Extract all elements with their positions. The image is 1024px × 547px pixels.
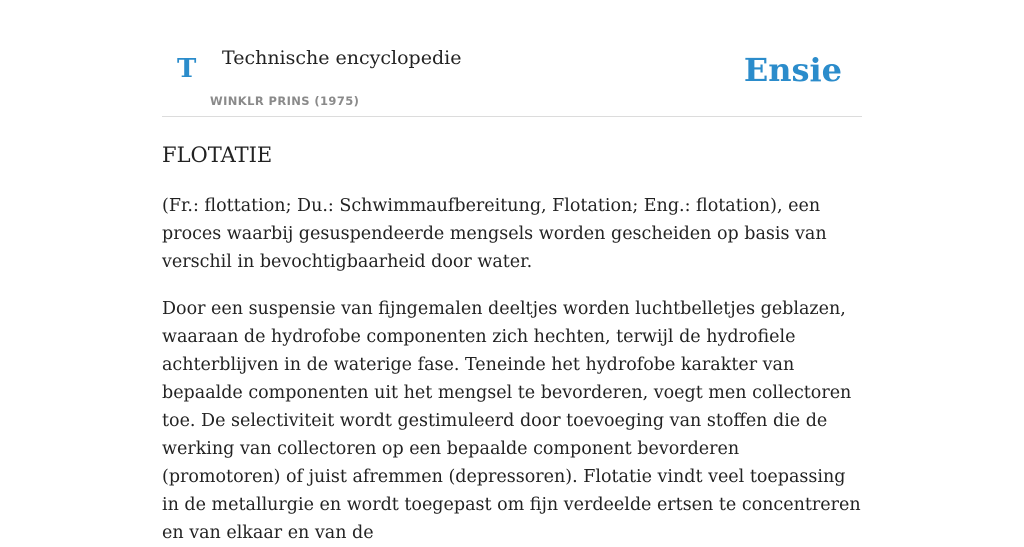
- article: [162, 138, 862, 547]
- article-paragraph: (Fr.: flottation; Du.: Schwimmaufbereitung, Flotation; Eng.: flotation), een proces waarbij gesuspendeerde mengsels worden gescheiden op basis van verschil in bevochtigbaarheid door water.: [162, 196, 827, 272]
- source-logo-icon[interactable]: T: [177, 54, 197, 84]
- source-title[interactable]: Technische encyclopedie: [222, 47, 462, 69]
- source-subtitle: WINKLR PRINS (1975): [210, 94, 360, 108]
- brand-logo[interactable]: Ensie: [743, 51, 842, 89]
- article-title: FLOTATIE: [162, 143, 273, 167]
- source-header: [162, 0, 862, 117]
- article-paragraph: Door een suspensie van fijngemalen deeltjes worden luchtbelletjes geblazen, waaraan de hydrofobe componenten zich hechten, terwijl de hydrofiele achterblijven in de waterige fase. Teneinde het hydrofobe karakter van bepaalde componenten uit het mengsel te bevorderen, voegt men collectoren toe. De selectiviteit wordt gestimuleerd door toevoeging van stoffen die de werking van collectoren op een bepaalde component bevorderen (promotoren) of juist afremmen (depressoren). Flotatie vindt veel toepassing in de metallurgie en wordt toegepast om fijn verdeelde ertsen te concentreren en van elkaar en van de: [162, 299, 861, 543]
